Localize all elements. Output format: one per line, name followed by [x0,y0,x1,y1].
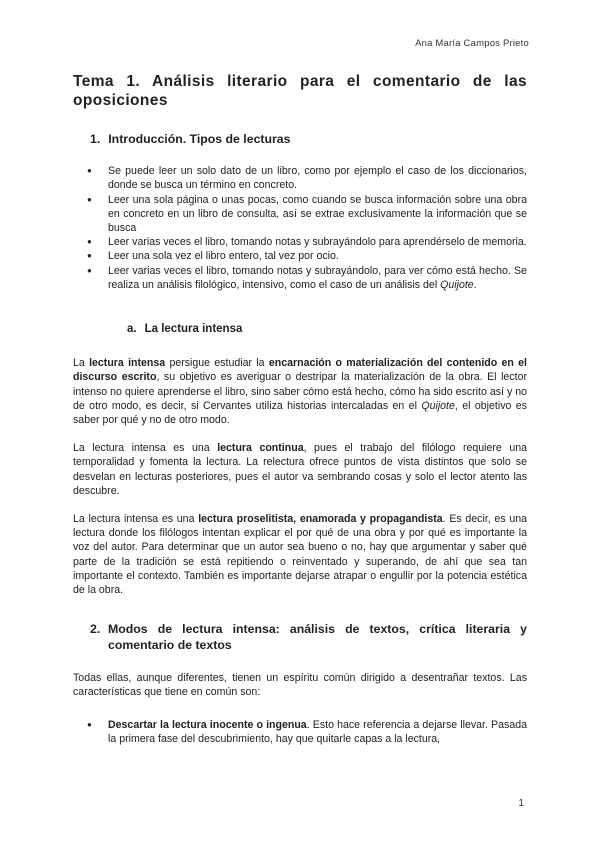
text: persigue estudiar la [165,357,269,370]
list-item: ● Se puede leer un solo dato de un libro, como por ejemplo el caso de los diccionarios, donde se busca un término en concreto. [73,164,527,192]
text: La [73,357,90,370]
reading-types-list [73,164,527,292]
bold-text: encarnación o materialización del contenido en el discurso escrito [73,357,527,384]
header-author: Ana María Campos Prieto [415,38,529,49]
paragraph-section-2-intro: Todas ellas, aunque diferentes, tienen un espíritu común dirigido a desentrañar textos. Las características que tiene en común son: [73,672,527,699]
text: . Es decir, es una lectura donde los filólogos intentan explicar el por qué de una obra y por qué es importante la voz del autor. Para determinar que un autor sea bueno o no, hay que argumentar y saber qué parte de la tradición se está repitiendo o reinventado y superando, de ahí que sea tan importante el contexto. También es importante dejarse atrapar o engullir por la potencia estética de la obra. [73,513,528,597]
paragraph-proselytizing-reading [73,512,527,597]
list-item: ● Leer una sola página o unas pocas, como cuando se busca información sobre una obra en concreto en un libro de consulta, así se extrae exclusivamente la información que se busca [73,193,527,236]
text: La lectura intensa es una [73,442,218,455]
list-item: ● Leer varias veces el libro, tomando notas y subrayándolo para aprendérselo de memoria. [73,235,527,249]
section-2-number: 2. [90,622,101,637]
document-title: Tema 1. Análisis literario para el comentario de las oposiciones [73,73,527,109]
list-item [73,718,527,746]
section-1-title: Introducción. Tipos de lecturas [108,132,291,146]
bold-text: lectura intensa [89,357,166,370]
common-features-list [73,718,527,746]
document-body [73,72,527,746]
section-2-heading [73,622,527,653]
list-item [73,264,527,292]
list-item-text: Leer varias veces el libro, tomando notas y subrayándolo, para ver cómo está hecho. Se realiza un análisis filológico, intensivo, como el caso de un análisis del [108,264,527,291]
page-number: 1 [518,798,524,809]
bold-text: lectura proselitista, enamorada y propagandista [198,513,443,526]
section-1-heading [73,132,527,146]
text: , su objetivo es averiguar o destripar la materialización de la obra. El lector intenso no quiere aprenderse el libro, sino saber cómo está hecho, cómo ha sido escrito así y no de otro modo, es decir, si Cervantes utiliza historias intercaladas en el [73,371,527,412]
list-item-italic: Quijote [440,278,474,291]
list-item: ● Leer una sola vez el libro entero, tal vez por ocio. [73,249,527,263]
section-1-number: 1. [90,132,101,146]
subsection-a-letter: a. [127,323,137,336]
text: La lectura intensa es una [73,513,199,526]
text: , pues el trabajo del filólogo requiere una temporalidad y fomenta la lectura. La relectura ofrece puntos de vista distintos que solo se desvelan en lecturas posteriores, pues el autor va sembrando cosas y solo el lector atento las descubre. [73,442,527,497]
subsection-a-heading [73,322,527,336]
section-2-title: Modos de lectura intensa: análisis de textos, crítica literaria y comentario de textos [108,622,527,652]
bold-text: lectura continua [217,442,304,455]
subsection-a-title: La lectura intensa [144,323,243,336]
italic-text: Quijote [421,399,455,412]
paragraph-continuous-reading [73,441,527,498]
text: , el objetivo es saber por qué y no de otro modo. [73,399,527,427]
list-item-end: . [473,278,477,291]
text: . Esto hace referencia a dejarse llevar. Pasada la primera fase del descubrimiento, hay que quitarle capas a la lectura, [108,718,527,745]
bold-text: Descartar la lectura inocente o ingenua [108,718,307,731]
paragraph-intensive-reading [73,356,527,427]
